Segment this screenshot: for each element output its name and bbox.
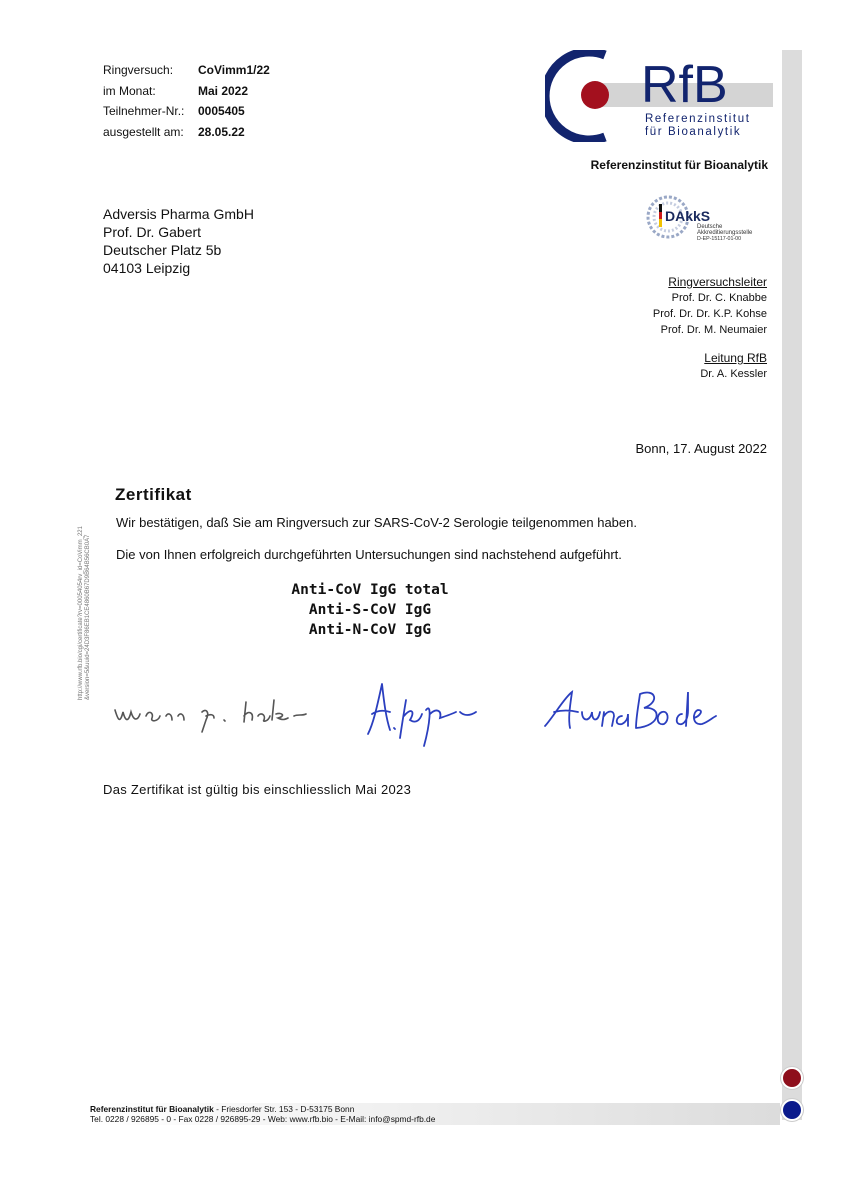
signature-kohse (110, 672, 325, 742)
logo-subtitle (645, 113, 751, 139)
dakks-logo (645, 192, 775, 242)
address-line: Prof. Dr. Gabert (103, 224, 202, 240)
meta-value: CoVimm1/22 (198, 63, 270, 77)
leader-name: Prof. Dr. C. Knabbe (671, 292, 767, 304)
meta-row-participant (103, 101, 270, 122)
verification-url (70, 520, 100, 700)
address-line: Deutscher Platz 5b (103, 242, 222, 258)
verification-url-line2: &version=5&uuid=24D3F86EB1CE4860B67D9B64B56CB0A7 (85, 534, 91, 700)
dakks-line2: Akkreditierungsstelle (697, 230, 753, 236)
test-item: Anti-S-CoV IgG (308, 602, 432, 618)
footer-address: - Friesdorfer Str. 153 - D-53175 Bonn (216, 1104, 355, 1114)
leader-name: Prof. Dr. Dr. K.P. Kohse (652, 308, 767, 320)
certificate-paragraph-2: Die von Ihnen erfolgreich durchgeführten Untersuchungen sind nachstehend aufgeführt. (116, 547, 622, 562)
leaders-heading: Ringversuchsleiter (668, 275, 767, 289)
leaders-block (653, 274, 767, 338)
side-decoration-bar (782, 50, 802, 1120)
dakks-line3: D-EP-15117-01-00 (697, 236, 742, 242)
meta-row-issued (103, 122, 270, 143)
address-line: Adversis Pharma GmbH (103, 206, 254, 222)
meta-value: 0005405 (198, 104, 245, 118)
meta-label: Ringversuch: (103, 63, 174, 77)
validity-statement: Das Zertifikat ist gültig bis einschliesslich Mai 2023 (103, 782, 412, 797)
issue-date: Bonn, 17. August 2022 (635, 441, 767, 456)
meta-label: ausgestellt am: (103, 124, 184, 139)
management-name: Dr. A. Kessler (700, 368, 767, 380)
test-item: Anti-N-CoV IgG (308, 622, 432, 638)
address-line: 04103 Leipzig (103, 260, 191, 276)
blue-dot-icon (781, 1099, 803, 1121)
certificate-title: Zertifikat (115, 485, 192, 504)
management-block (700, 350, 767, 382)
participation-meta (103, 60, 270, 142)
meta-value: Mai 2022 (198, 83, 249, 98)
management-heading: Leitung RfB (704, 351, 767, 365)
signature-kessler (360, 672, 490, 752)
logo-wordmark: RfB (641, 56, 728, 114)
certificate-paragraph-1: Wir bestätigen, daß Sie am Ringversuch zur SARS-CoV-2 Serologie teilgenommen haben. (116, 515, 637, 530)
meta-value: 28.05.22 (198, 124, 245, 139)
red-dot-icon (781, 1067, 803, 1089)
footer-contact: Tel. 0228 / 926895 - 0 - Fax 0228 / 926895-29 - Web: www.rfb.bio - E-Mail: info@spmd-rfb.de (90, 1114, 436, 1124)
leader-name: Prof. Dr. M. Neumaier (660, 324, 767, 336)
test-item: Anti-CoV IgG total (291, 582, 449, 598)
meta-row-ringversuch (103, 60, 270, 81)
meta-row-month (103, 81, 270, 102)
verification-url-line1: http://www.rfb.bio/cgi/certificate?rv=00054054rv_id=CoVimm_221 (78, 526, 84, 700)
logo-subtitle-line1: Referenzinstitut (645, 113, 751, 125)
meta-label: Teilnehmer-Nr.: (103, 104, 185, 118)
meta-label: im Monat: (103, 83, 156, 98)
institute-title: Referenzinstitut für Bioanalytik (590, 158, 768, 172)
signature-bode (540, 672, 725, 742)
dakks-name: DAkkS (665, 208, 711, 224)
dakks-line1: Deutsche (697, 224, 723, 230)
footer-line-1 (90, 1104, 435, 1114)
test-list (275, 580, 465, 640)
recipient-address (103, 205, 254, 277)
footer (90, 1104, 435, 1124)
footer-org: Referenzinstitut für Bioanalytik (90, 1104, 214, 1114)
logo-subtitle-line2: für Bioanalytik (645, 126, 742, 138)
